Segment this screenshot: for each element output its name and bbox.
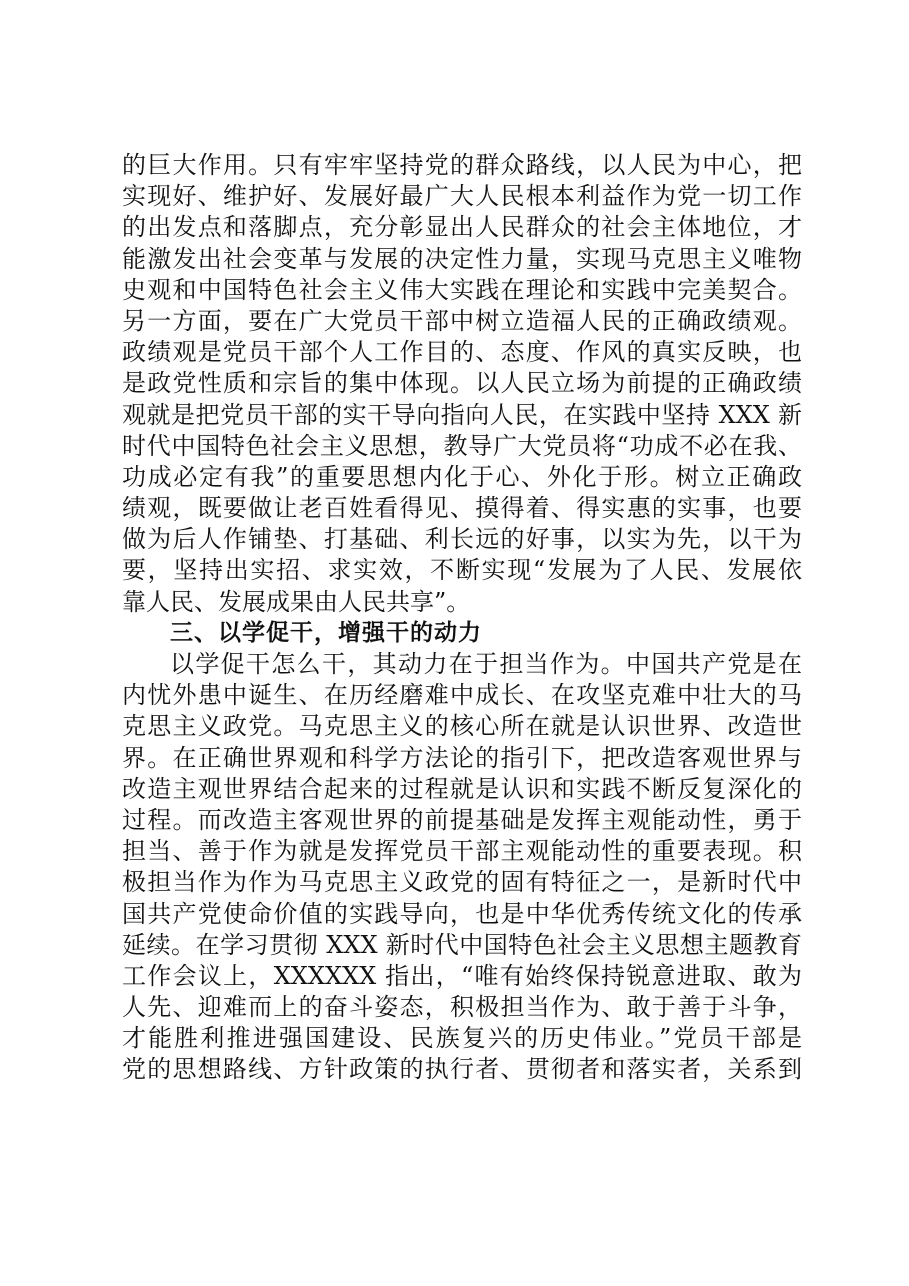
- text-line: 担当、善于作为就是发挥党员干部主观能动性的重要表现。积: [122, 837, 802, 866]
- text-line: 党的思想路线、方针政策的执行者、贯彻者和落实者，关系到: [122, 1055, 802, 1084]
- text-line: 绩观，既要做让老百姓看得见、摸得着、得实惠的实事，也要: [122, 494, 802, 523]
- text-line: 工作会议上，XXXXXX 指出，“唯有始终保持锐意进取、敢为: [122, 961, 802, 990]
- text-line: 内忧外患中诞生、在历经磨难中成长、在攻坚克难中壮大的马: [122, 681, 802, 710]
- text-line: 观就是把党员干部的实干导向指向人民，在实践中坚持 XXX 新: [122, 400, 802, 429]
- text-line: 时代中国特色社会主义思想，教导广大党员将“功成不必在我、: [122, 431, 802, 460]
- text-line: 政绩观是党员干部个人工作目的、态度、作风的真实反映，也: [122, 338, 802, 367]
- text-line: 是政党性质和宗旨的集中体现。以人民立场为前提的正确政绩: [122, 369, 802, 398]
- text-line: 人先、迎难而上的奋斗姿态，积极担当作为、敢于善于斗争，: [122, 993, 802, 1022]
- text-line: 克思主义政党。马克思主义的核心所在就是认识世界、改造世: [122, 712, 802, 741]
- paragraph-people-centered: [122, 150, 802, 618]
- text-line: 要，坚持出实招、求实效，不断实现“发展为了人民、发展依: [122, 556, 802, 585]
- text-line: 才能胜利推进强国建设、民族复兴的历史伟业。”党员干部是: [122, 1024, 802, 1053]
- text-line: 靠人民、发展成果由人民共享”。: [122, 587, 471, 616]
- text-line: 做为后人作铺垫、打基础、利长远的好事，以实为先，以干为: [122, 525, 802, 554]
- text-line: 极担当作为作为马克思主义政党的固有特征之一，是新时代中: [122, 868, 802, 897]
- text-line: 另一方面，要在广大党员干部中树立造福人民的正确政绩观。: [122, 306, 802, 335]
- text-line: 功成必定有我”的重要思想内化于心、外化于形。树立正确政: [122, 462, 802, 491]
- text-line: 界。在正确世界观和科学方法论的指引下，把改造客观世界与: [122, 743, 802, 772]
- text-line: 过程。而改造主客观世界的前提基础是发挥主观能动性，勇于: [122, 805, 802, 834]
- paragraph-responsibility: [122, 649, 802, 1086]
- text-line: 能激发出社会变革与发展的决定性力量，实现马克思主义唯物: [122, 244, 802, 273]
- text-line: 国共产党使命价值的实践导向，也是中华优秀传统文化的传承: [122, 899, 802, 928]
- text-line: 延续。在学习贯彻 XXX 新时代中国特色社会主义思想主题教育: [122, 930, 802, 959]
- text-line: 实现好、维护好、发展好最广大人民根本利益作为党一切工作: [122, 182, 802, 211]
- text-line: 以学促干怎么干，其动力在于担当作为。中国共产党是在: [170, 650, 802, 678]
- body-text: [122, 150, 802, 1086]
- text-line: 的巨大作用。只有牢牢坚持党的群众路线，以人民为中心，把: [122, 151, 802, 179]
- text-line: 改造主观世界结合起来的过程就是认识和实践不断反复深化的: [122, 774, 802, 803]
- text-line: 史观和中国特色社会主义伟大实践在理论和实践中完美契合。: [122, 275, 802, 304]
- section-heading: 三、以学促干，增强干的动力: [170, 619, 482, 646]
- text-line: 的出发点和落脚点，充分彰显出人民群众的社会主体地位，才: [122, 213, 802, 242]
